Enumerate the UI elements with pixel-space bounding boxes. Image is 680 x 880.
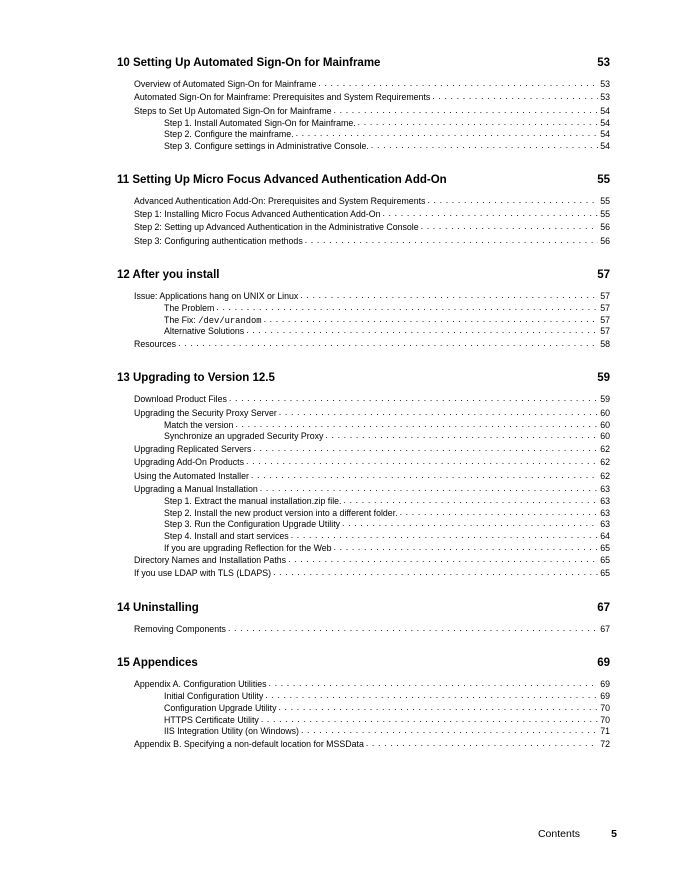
entry-title-text: If you use LDAP with TLS (LDAPS) bbox=[134, 568, 272, 579]
dot-leader bbox=[246, 455, 598, 468]
toc-entry[interactable] bbox=[117, 105, 610, 118]
entry-title bbox=[134, 407, 277, 420]
toc-entry[interactable] bbox=[117, 678, 610, 691]
entry-title-text: The Problem bbox=[164, 303, 215, 314]
footer-label: Contents bbox=[537, 828, 580, 840]
dot-leader bbox=[265, 690, 598, 702]
entry-title bbox=[134, 567, 271, 580]
entry-page-number: 63 bbox=[600, 519, 610, 530]
entry-title bbox=[134, 208, 380, 221]
entry-title-text: Step 2: Setting up Advanced Authentication in the Administrative Console bbox=[134, 222, 419, 233]
dot-leader bbox=[400, 507, 599, 519]
dot-leader bbox=[288, 553, 598, 566]
entry-title bbox=[164, 726, 299, 738]
entry-title-text: Steps to Set Up Automated Sign-On for Mainframe bbox=[134, 105, 332, 116]
chapter-page-number: 67 bbox=[597, 601, 610, 614]
toc-entry[interactable] bbox=[117, 443, 610, 456]
dot-leader bbox=[251, 469, 598, 482]
entry-page-number: 54 bbox=[600, 141, 610, 152]
entry-title bbox=[134, 290, 298, 303]
toc-entry[interactable] bbox=[117, 235, 610, 248]
dot-leader bbox=[334, 542, 599, 554]
dot-leader bbox=[301, 725, 598, 737]
toc-entry[interactable] bbox=[117, 195, 610, 208]
dot-leader bbox=[366, 737, 598, 750]
entry-title bbox=[134, 623, 226, 636]
entry-page-number: 67 bbox=[600, 623, 610, 634]
entry-page-number: 62 bbox=[600, 470, 610, 481]
chapter-title: 10 Setting Up Automated Sign-On for Mainframe bbox=[117, 57, 381, 69]
entry-title-text: Step 4. Install and start services bbox=[164, 530, 289, 541]
dot-leader bbox=[318, 77, 598, 90]
entry-page-number: 69 bbox=[600, 691, 610, 702]
entry-title bbox=[164, 715, 259, 727]
entry-title-text: Alternative Solutions bbox=[164, 326, 245, 337]
entry-page-number: 60 bbox=[600, 419, 610, 430]
toc-entry[interactable] bbox=[117, 91, 610, 104]
dot-leader bbox=[371, 140, 598, 152]
entry-title-text: Using the Automated Installer bbox=[134, 470, 249, 481]
entry-title-text: Advanced Authentication Add-On: Prerequisites and System Requirements bbox=[134, 195, 426, 206]
entry-page-number: 70 bbox=[600, 702, 610, 713]
dot-leader bbox=[291, 530, 599, 542]
entry-title-text: Automated Sign-On for Mainframe: Prerequisites and System Requirements bbox=[134, 92, 431, 103]
dot-leader bbox=[178, 337, 598, 350]
dot-leader bbox=[229, 392, 598, 405]
dot-leader bbox=[427, 194, 598, 207]
entry-title bbox=[134, 235, 303, 248]
chapter-heading[interactable] bbox=[117, 601, 610, 615]
toc-entry[interactable] bbox=[117, 483, 610, 496]
dot-leader bbox=[300, 289, 598, 302]
entry-title-text: Appendix B. Specifying a non-default location for MSSData bbox=[134, 738, 364, 749]
entry-title-text: Configuration Upgrade Utility bbox=[164, 702, 277, 713]
entry-page-number: 57 bbox=[600, 290, 610, 301]
entry-page-number: 55 bbox=[600, 195, 610, 206]
dot-leader bbox=[228, 622, 598, 635]
toc-chapter bbox=[117, 601, 610, 636]
toc-entry[interactable] bbox=[117, 78, 610, 91]
toc-entry[interactable] bbox=[117, 290, 610, 303]
dot-leader bbox=[382, 207, 598, 220]
footer-page-number: 5 bbox=[611, 828, 617, 840]
entry-page-number: 62 bbox=[600, 457, 610, 468]
chapter-title: 12 After you install bbox=[117, 268, 220, 281]
entry-title-text: IIS Integration Utility (on Windows) bbox=[164, 726, 299, 737]
entry-title bbox=[164, 129, 294, 141]
entry-title-text: HTTPS Certificate Utility bbox=[164, 714, 259, 725]
entry-title-text: Step 3. Configure settings in Administrative Console. bbox=[164, 141, 369, 152]
entry-title bbox=[134, 393, 227, 406]
page-footer bbox=[0, 828, 680, 842]
entry-title bbox=[134, 470, 249, 483]
entry-title bbox=[134, 483, 258, 496]
toc-entry[interactable] bbox=[117, 338, 610, 351]
entry-page-number: 63 bbox=[600, 507, 610, 518]
entry-title-text: Match the version bbox=[164, 419, 234, 430]
entry-title-text: Step 3. Run the Configuration Upgrade Utility bbox=[164, 519, 341, 530]
dot-leader bbox=[344, 495, 599, 507]
toc-subentry[interactable] bbox=[117, 141, 610, 153]
toc-entry[interactable] bbox=[117, 221, 610, 234]
entry-title-text: Download Product Files bbox=[134, 394, 227, 405]
toc-entry[interactable] bbox=[117, 456, 610, 469]
chapter-heading[interactable] bbox=[117, 173, 610, 187]
entry-page-number: 53 bbox=[600, 92, 610, 103]
entry-title-text: Overview of Automated Sign-On for Mainframe bbox=[134, 79, 317, 89]
dot-leader bbox=[261, 714, 598, 726]
dot-leader bbox=[246, 325, 598, 337]
chapter-title: 14 Uninstalling bbox=[117, 601, 199, 614]
toc-chapter bbox=[117, 173, 610, 248]
entry-code-path: /dev/urandom bbox=[198, 315, 262, 326]
entry-page-number: 71 bbox=[600, 726, 610, 737]
entry-page-number: 53 bbox=[600, 79, 610, 89]
dot-leader bbox=[421, 220, 599, 233]
chapter-page-number: 55 bbox=[597, 173, 610, 186]
dot-leader bbox=[342, 518, 598, 530]
entry-page-number: 57 bbox=[600, 326, 610, 337]
table-of-contents bbox=[117, 56, 610, 771]
dot-leader bbox=[296, 128, 599, 140]
entry-title-text: Resources bbox=[134, 338, 177, 349]
entry-title bbox=[164, 531, 289, 543]
entry-title-text: Step 1. Extract the manual installation.zip file. bbox=[164, 496, 342, 507]
chapter-page-number: 57 bbox=[597, 268, 610, 281]
entry-title bbox=[164, 303, 214, 315]
entry-title-text: Synchronize an upgraded Security Proxy bbox=[164, 431, 324, 442]
entry-title bbox=[134, 443, 251, 456]
dot-leader bbox=[432, 90, 598, 103]
entry-title bbox=[134, 554, 286, 567]
dot-leader bbox=[269, 677, 599, 690]
entry-title-text: Upgrading Replicated Servers bbox=[134, 444, 252, 455]
entry-page-number: 60 bbox=[600, 407, 610, 418]
entry-title-text: If you are upgrading Reflection for the Web bbox=[164, 542, 332, 553]
entry-title-text: Step 1: Installing Micro Focus Advanced Authentication Add-On bbox=[134, 208, 381, 219]
dot-leader bbox=[334, 104, 599, 117]
entry-title-text: Upgrading the Security Proxy Server bbox=[134, 407, 277, 418]
entry-title bbox=[164, 496, 342, 508]
dot-leader bbox=[235, 419, 598, 431]
entry-title bbox=[134, 195, 425, 208]
dot-leader bbox=[216, 302, 598, 314]
entry-page-number: 63 bbox=[600, 496, 610, 507]
entry-title bbox=[134, 221, 419, 234]
chapter-page-number: 53 bbox=[597, 57, 610, 69]
entry-title-text: Upgrading a Manual Installation bbox=[134, 483, 258, 494]
toc-chapter bbox=[117, 56, 610, 153]
entry-page-number: 72 bbox=[600, 738, 610, 749]
entry-page-number: 58 bbox=[600, 338, 610, 349]
entry-page-number: 54 bbox=[600, 129, 610, 140]
entry-page-number: 56 bbox=[600, 222, 610, 233]
entry-page-number: 65 bbox=[600, 555, 610, 566]
entry-title bbox=[134, 105, 332, 118]
entry-page-number: 63 bbox=[600, 483, 610, 494]
dot-leader bbox=[325, 430, 598, 442]
entry-page-number: 57 bbox=[600, 314, 610, 325]
toc-entry[interactable] bbox=[117, 393, 610, 406]
chapter-heading[interactable] bbox=[117, 56, 610, 70]
toc-entry[interactable] bbox=[117, 554, 610, 567]
entry-title bbox=[164, 703, 276, 715]
toc-entry[interactable] bbox=[117, 567, 610, 580]
entry-title-text: Directory Names and Installation Paths bbox=[134, 555, 287, 566]
entry-title-text: Issue: Applications hang on UNIX or Linux bbox=[134, 290, 299, 301]
entry-page-number: 62 bbox=[600, 444, 610, 455]
toc-entry[interactable] bbox=[117, 407, 610, 420]
entry-title-text: Step 3: Configuring authentication methods bbox=[134, 235, 303, 246]
dot-leader bbox=[264, 314, 599, 326]
entry-page-number: 59 bbox=[600, 394, 610, 405]
entry-title bbox=[164, 691, 263, 703]
entry-page-number: 64 bbox=[600, 530, 610, 541]
toc-entry[interactable] bbox=[117, 470, 610, 483]
chapter-title: 11 Setting Up Micro Focus Advanced Authentication Add-On bbox=[117, 173, 447, 186]
toc-entry[interactable] bbox=[117, 208, 610, 221]
chapter-title: 13 Upgrading to Version 12.5 bbox=[117, 372, 275, 385]
dot-leader bbox=[273, 566, 598, 579]
entry-title bbox=[164, 420, 233, 432]
chapter-heading[interactable] bbox=[117, 656, 610, 670]
entry-title-text: Appendix A. Configuration Utilities bbox=[134, 679, 267, 690]
entry-page-number: 65 bbox=[600, 542, 610, 553]
entry-title-text: The Fix: bbox=[164, 314, 199, 325]
chapter-heading[interactable] bbox=[117, 268, 610, 282]
dot-leader bbox=[305, 234, 598, 247]
entry-page-number: 70 bbox=[600, 714, 610, 725]
entry-title bbox=[134, 678, 267, 691]
entry-page-number: 57 bbox=[600, 303, 610, 314]
entry-title bbox=[134, 78, 316, 91]
chapter-page-number: 69 bbox=[597, 657, 610, 670]
entry-page-number: 60 bbox=[600, 431, 610, 442]
toc-entry[interactable] bbox=[117, 738, 610, 751]
entry-title bbox=[134, 738, 364, 751]
dot-leader bbox=[278, 702, 598, 714]
dot-leader bbox=[279, 406, 598, 419]
dot-leader bbox=[358, 117, 599, 129]
toc-entry[interactable] bbox=[117, 623, 610, 636]
entry-title bbox=[134, 338, 176, 351]
toc-chapter bbox=[117, 268, 610, 351]
entry-title-text: Step 1. Install Automated Sign-On for Mainframe. bbox=[164, 117, 356, 128]
entry-title bbox=[134, 456, 244, 469]
entry-page-number: 69 bbox=[600, 679, 610, 690]
entry-title-text: Upgrading Add-On Products bbox=[134, 457, 245, 468]
toc-chapter bbox=[117, 656, 610, 751]
entry-page-number: 55 bbox=[600, 208, 610, 219]
entry-title-text: Removing Components bbox=[134, 623, 226, 634]
dot-leader bbox=[253, 442, 598, 455]
toc-chapter bbox=[117, 371, 610, 581]
chapter-page-number: 59 bbox=[597, 372, 610, 385]
entry-page-number: 54 bbox=[600, 105, 610, 116]
entry-title bbox=[134, 91, 430, 104]
entry-title-text: Step 2. Install the new product version into a different folder. bbox=[164, 507, 398, 518]
entry-page-number: 56 bbox=[600, 235, 610, 246]
chapter-title: 15 Appendices bbox=[117, 657, 198, 670]
chapter-heading[interactable] bbox=[117, 371, 610, 385]
entry-title-text: Step 2. Configure the mainframe. bbox=[164, 129, 294, 140]
entry-title-text: Initial Configuration Utility bbox=[164, 691, 264, 702]
entry-page-number: 65 bbox=[600, 568, 610, 579]
entry-title bbox=[164, 141, 369, 153]
entry-page-number: 54 bbox=[600, 117, 610, 128]
dot-leader bbox=[260, 482, 598, 495]
